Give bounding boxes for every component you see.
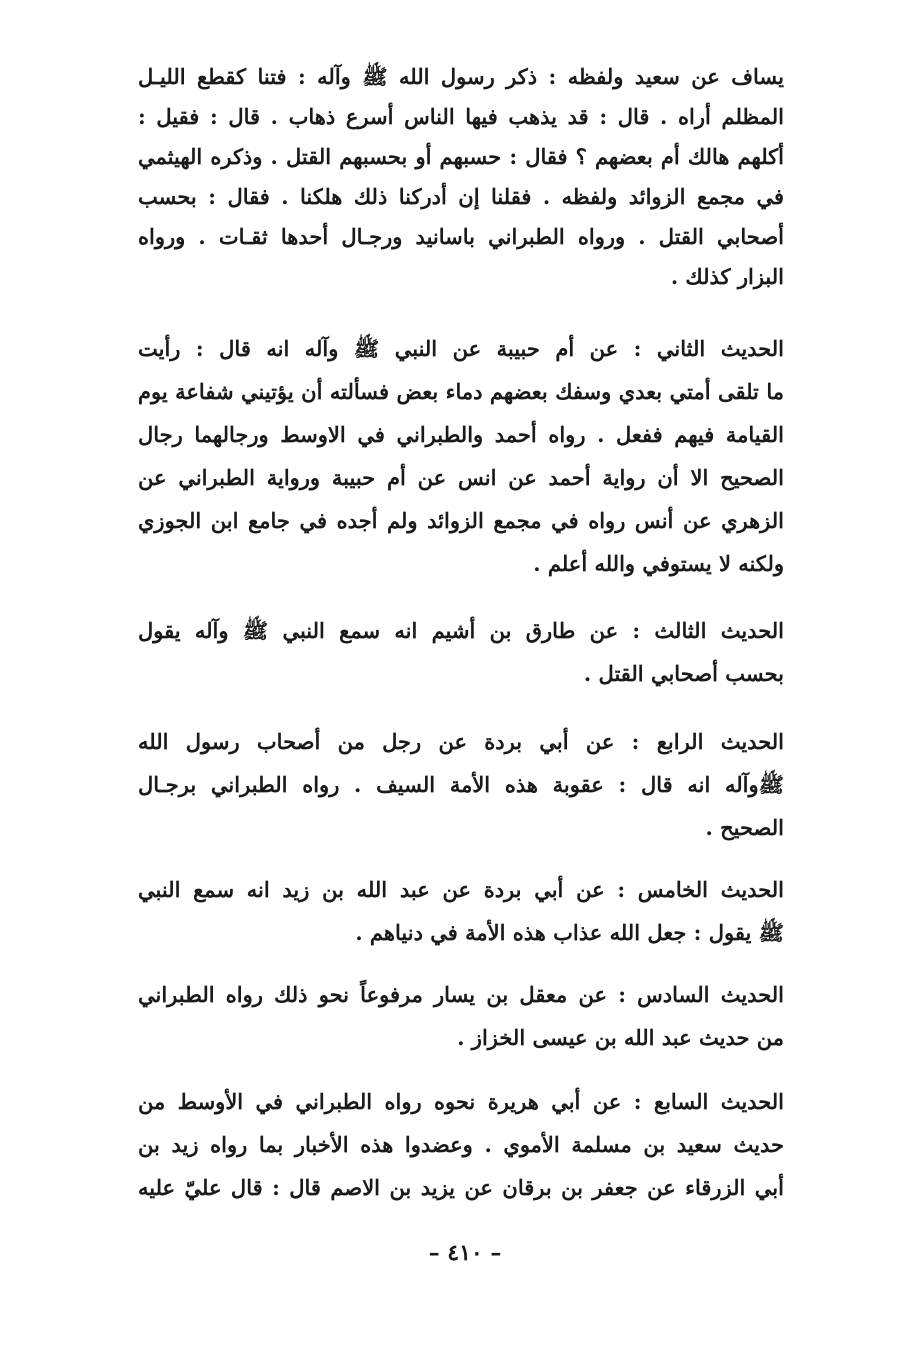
text-line: ﷺوآله انه قال : عقوبة هذه الأمة السيف . رواه الطبراني برجـال [138,772,784,797]
text-line: ما تلقى أمتي بعدي وسفك بعضهم دماء بعض فسألته أن يؤتيني شفاعة يوم [138,379,784,404]
text-line: الحديث السابع : عن أبي هريرة نحوه رواه الطبراني في الأوسط من [138,1089,784,1114]
text-line: الحديث السادس : عن معقل بن يسار مرفوعاً نحو ذلك رواه الطبراني [138,982,784,1007]
text-line: حديث سعيد بن مسلمة الأموي . وعضدوا هذه الأخبار بما رواه زيد بن [138,1132,784,1157]
text-line: المظلم أراه . قال : قد يذهب فيها الناس أسرع ذهاب . قال : فقيل : [138,104,784,129]
text-line: ﷺ يقول : جعل الله عذاب هذه الأمة في دنياهم . [355,920,784,945]
text-line: الحديث الخامس : عن أبي بردة عن عبد الله بن زيد انه سمع النبي [138,877,784,902]
text-line: أبي الزرقاء عن جعفر بن برقان عن يزيد بن الاصم قال : قال عليّ عليه [138,1175,784,1200]
page-number: – ٤١٠ – [428,1240,502,1266]
text-line: الحديث الثاني : عن أم حبيبة عن النبي ﷺ وآله انه قال : رأيت [138,336,784,361]
text-line: يساف عن سعيد ولفظه : ذكر رسول الله ﷺ وآله : فتنا كقطع الليـل [138,64,784,89]
text-line: أصحابي القتل . ورواه الطبراني باسانيد ورجـال أحدها ثقـات . ورواه [138,224,784,249]
text-line: البزار كذلك . [670,264,784,289]
text-line: من حديث عبد الله بن عيسى الخزاز . [457,1025,784,1050]
text-line: القيامة فيهم ففعل . رواه أحمد والطبراني في الاوسط ورجالهما رجال [138,422,784,447]
text-line: في مجمع الزوائد ولفظه . فقلنا إن أدركنا ذلك هلكنا . فقال : بحسب [138,184,784,209]
text-line: الحديث الرابع : عن أبي بردة عن رجل من أصحاب رسول الله [138,729,784,754]
text-line: أكلهم هالك أم بعضهم ؟ فقال : حسبهم أو بحسبهم القتل . وذكره الهيثمي [138,144,784,169]
text-line: بحسب أصحابي القتل . [583,661,784,686]
text-line: الصحيح . [705,815,784,840]
text-line: الصحيح الا أن رواية أحمد عن انس عن أم حبيبة ورواية الطبراني عن [138,465,784,490]
text-line: الحديث الثالث : عن طارق بن أشيم انه سمع النبي ﷺ وآله يقول [138,618,784,643]
text-line: ولكنه لا يستوفي والله أعلم . [533,551,784,576]
text-line: الزهري عن أنس رواه في مجمع الزوائد ولم أجده في جامع ابن الجوزي [138,508,784,533]
